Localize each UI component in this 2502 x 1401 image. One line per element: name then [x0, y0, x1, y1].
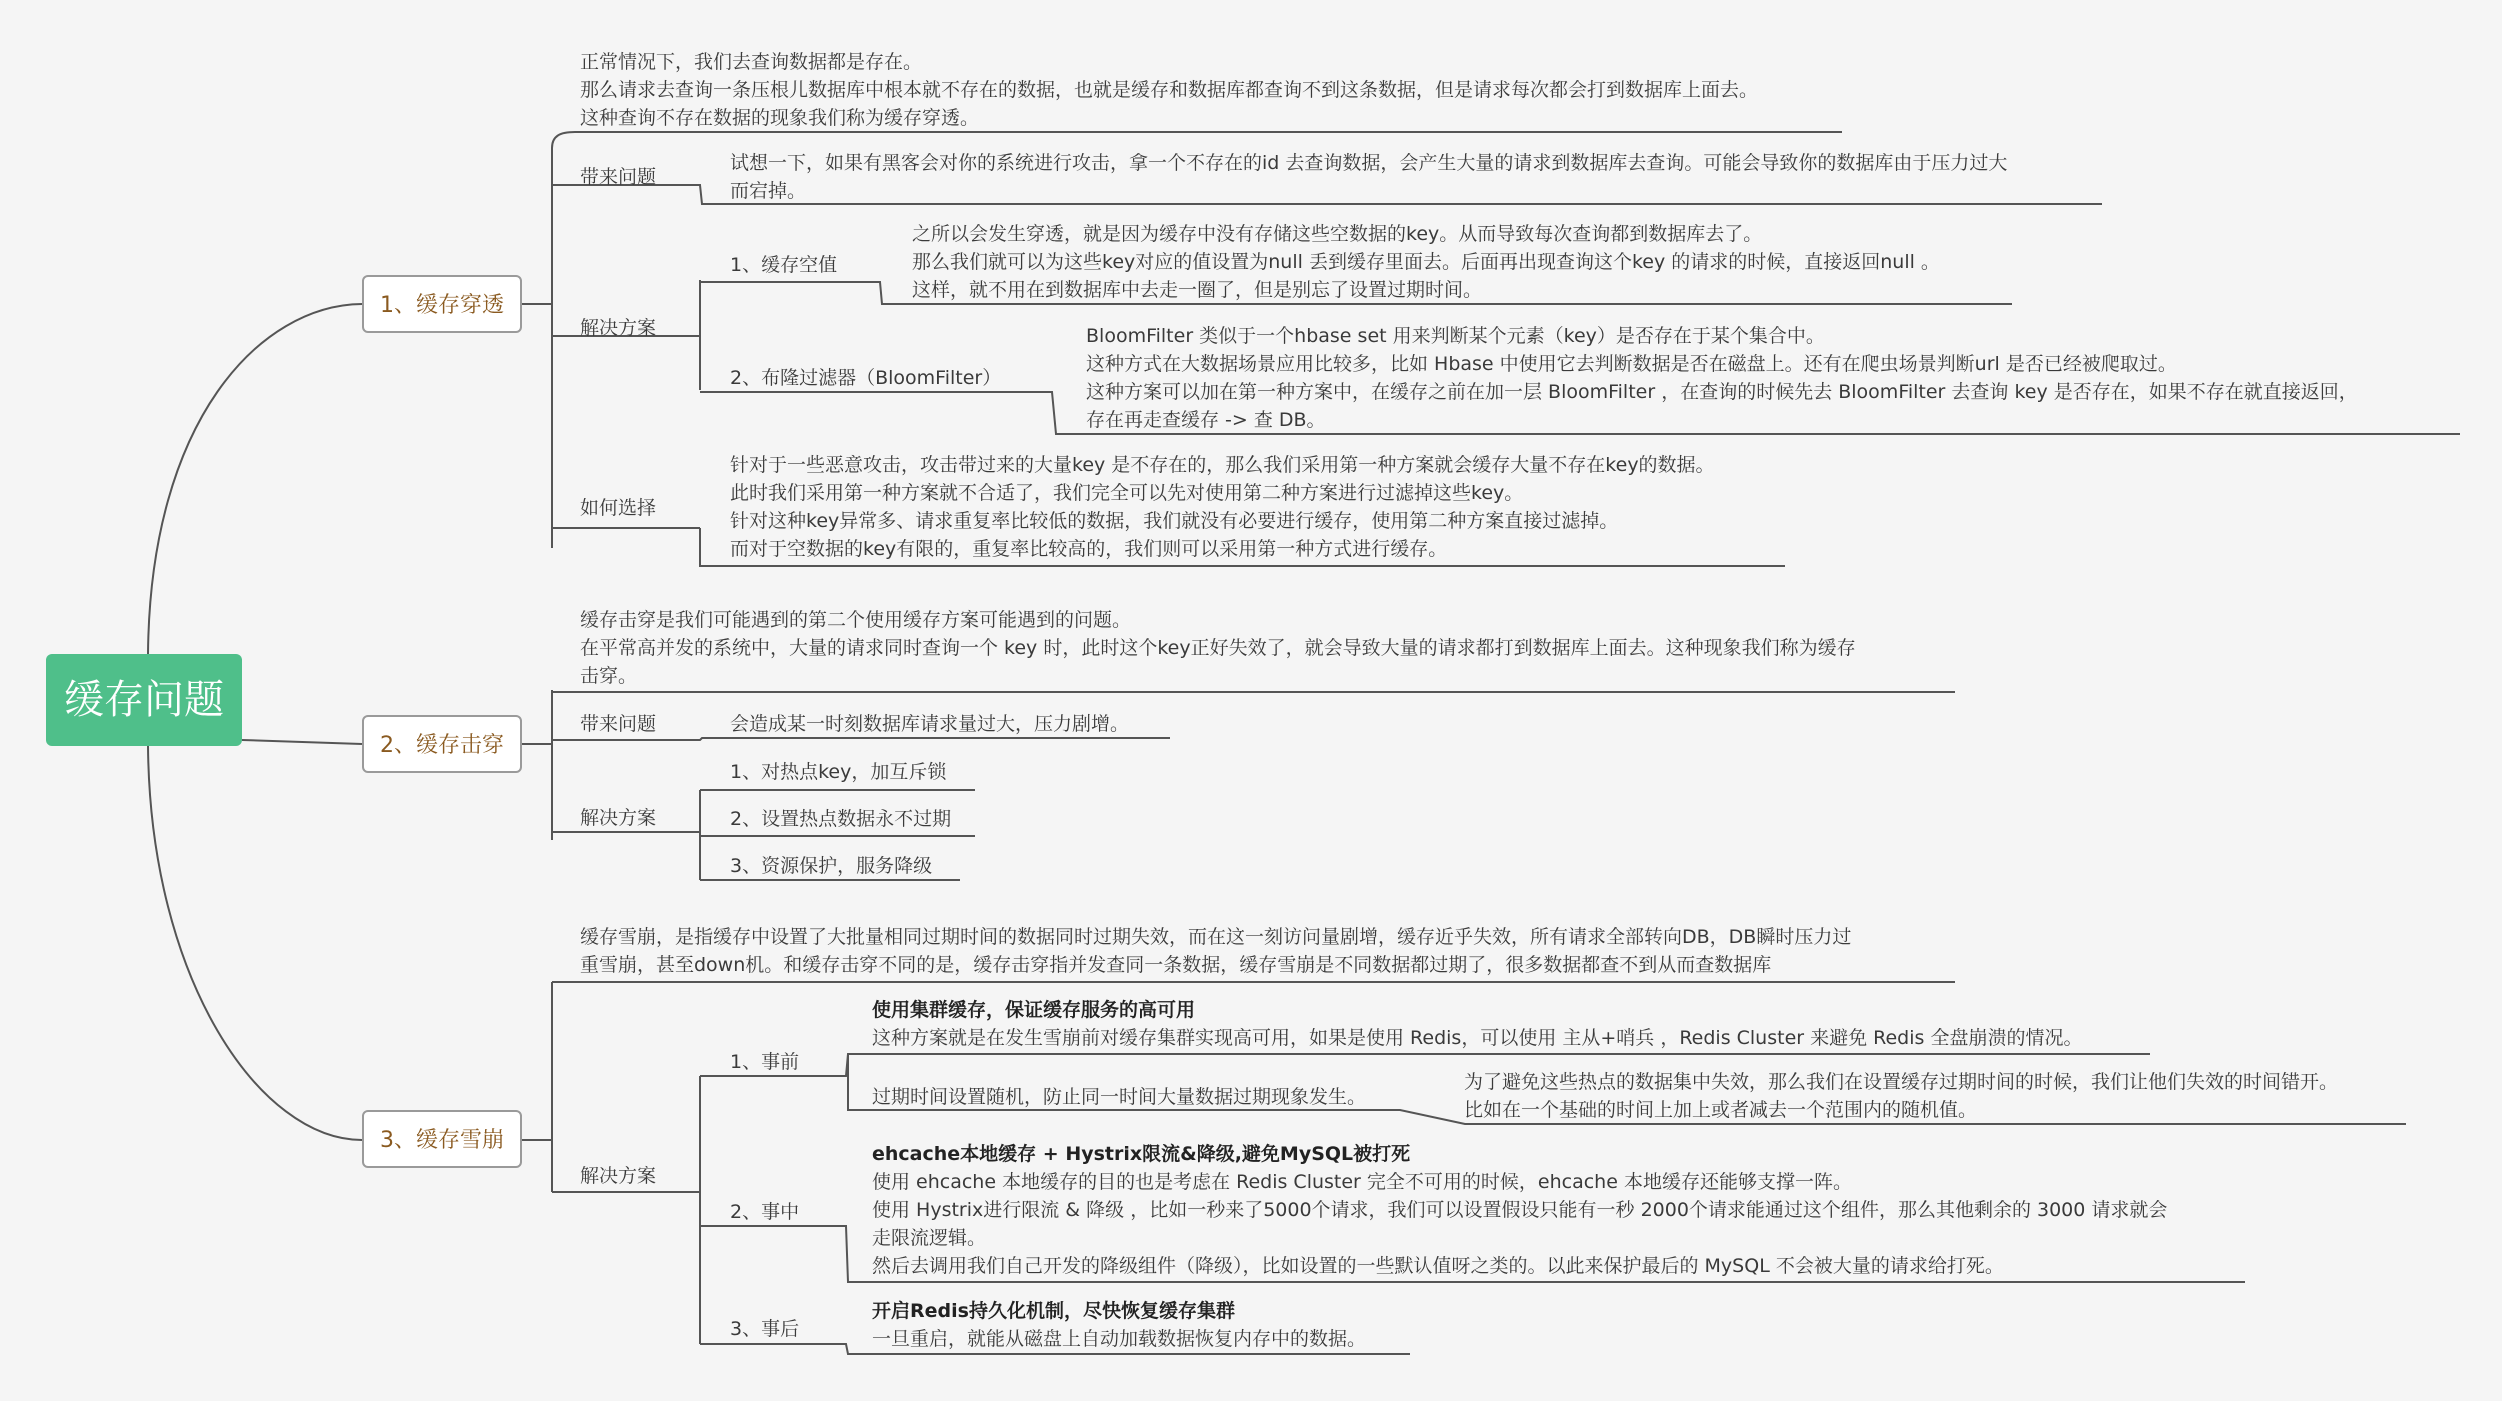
text-line: 这样，就不用在到数据库中去走一圈了，但是别忘了设置过期时间。 — [912, 279, 1483, 301]
text-line: 那么我们就可以为这些key对应的值设置为null 丢到缓存里面去。后面再出现查询这个key 的请求的时候，直接返回null 。 — [912, 251, 1940, 273]
summary-line: 击穿。 — [580, 665, 638, 687]
root-node[interactable]: 缓存问题 — [46, 654, 242, 746]
penetration-summary — [580, 48, 1758, 132]
breakdown-solution-label[interactable]: 解决方案 — [580, 807, 657, 829]
breakdown-solution-item[interactable]: 1、对热点key，加互斥锁 — [730, 761, 947, 783]
text-line: 此时我们采用第一种方案就不合适了，我们完全可以先对使用第二种方案进行过滤掉这些key。 — [730, 482, 1524, 504]
avalanche-random-detail — [1464, 1068, 2338, 1124]
avalanche-solution-label[interactable]: 解决方案 — [580, 1165, 657, 1187]
avalanche-random-expire[interactable]: 过期时间设置随机，防止同一时间大量数据过期现象发生。 — [872, 1086, 1367, 1108]
after-title: 开启Redis持久化机制，尽快恢复缓存集群 — [872, 1300, 1235, 1322]
text-line: 而宕掉。 — [730, 180, 807, 202]
breakdown-problem-text: 会造成某一时刻数据库请求量过大，压力剧增。 — [730, 713, 1130, 735]
breakdown-solution-item[interactable]: 3、资源保护，服务降级 — [730, 855, 933, 877]
summary-line: 重雪崩，甚至down机。和缓存击穿不同的是，缓存击穿指并发查同一条数据，缓存雪崩是不同数据都过期了，很多数据都查不到从而查数据库 — [580, 954, 1772, 976]
summary-line: 那么请求去查询一条压根儿数据库中根本就不存在的数据，也就是缓存和数据库都查询不到这条数据，但是请求每次都会打到数据库上面去。 — [580, 79, 1759, 101]
text-line: 而对于空数据的key有限的，重复率比较高的，我们则可以采用第一种方式进行缓存。 — [730, 538, 1448, 560]
text-line: BloomFilter 类似于一个hbase set 用来判断某个元素（key）是否存在于某个集合中。 — [1086, 325, 1825, 347]
solution-null-cache-text — [912, 220, 1940, 304]
text-line: 之所以会发生穿透，就是因为缓存中没有存储这些空数据的key。从而导致每次查询都到数据库去了。 — [912, 223, 1763, 245]
text-line: 使用 ehcache 本地缓存的目的也是考虑在 Redis Cluster 完全不可用的时候，ehcache 本地缓存还能够支撑一阵。 — [872, 1171, 1852, 1193]
summary-line: 正常情况下，我们去查询数据都是存在。 — [580, 51, 923, 73]
text-line: 为了避免这些热点的数据集中失效，那么我们在设置缓存过期时间的时候，我们让他们失效的时间错开。 — [1464, 1071, 2339, 1093]
topic-cache-avalanche[interactable]: 3、缓存雪崩 — [362, 1110, 522, 1168]
avalanche-before-block — [872, 996, 2082, 1052]
text-line: 存在再走查缓存 -> 查 DB。 — [1086, 409, 1326, 431]
text-line: 针对这种key异常多、请求重复率比较低的数据，我们就没有必要进行缓存，使用第二种方案直接过滤掉。 — [730, 510, 1619, 532]
avalanche-after-block — [872, 1297, 1366, 1353]
penetration-solution-label[interactable]: 解决方案 — [580, 317, 657, 339]
topic-cache-breakdown[interactable]: 2、缓存击穿 — [362, 715, 522, 773]
avalanche-before-label[interactable]: 1、事前 — [730, 1051, 800, 1073]
avalanche-during-block — [872, 1140, 2167, 1280]
after-text: 一旦重启，就能从磁盘上自动加载数据恢复内存中的数据。 — [872, 1328, 1367, 1350]
text-line: 使用 Hystrix进行限流 & 降级 ，比如一秒来了5000个请求，我们可以设置假设只能有一秒 2000个请求能通过这个组件，那么其他剩余的 3000 请求就会 — [872, 1199, 2168, 1221]
solution-bloomfilter-label[interactable]: 2、布隆过滤器（BloomFilter） — [730, 367, 1002, 389]
text-line: 走限流逻辑。 — [872, 1227, 987, 1249]
during-title: ehcache本地缓存 + Hystrix限流&降级,避免MySQL被打死 — [872, 1143, 1411, 1165]
penetration-choose-label[interactable]: 如何选择 — [580, 497, 657, 519]
avalanche-after-label[interactable]: 3、事后 — [730, 1318, 800, 1340]
before-text: 这种方案就是在发生雪崩前对缓存集群实现高可用，如果是使用 Redis，可以使用 主从+哨兵 ，Redis Cluster 来避免 Redis 全盘崩溃的情况。 — [872, 1027, 2083, 1049]
penetration-choose-text — [730, 451, 1715, 563]
penetration-problem-label[interactable]: 带来问题 — [580, 166, 657, 188]
topic-cache-penetration[interactable]: 1、缓存穿透 — [362, 275, 522, 333]
summary-line: 缓存击穿是我们可能遇到的第二个使用缓存方案可能遇到的问题。 — [580, 609, 1132, 631]
summary-line: 缓存雪崩，是指缓存中设置了大批量相同过期时间的数据同时过期失效，而在这一刻访问量剧增，缓存近乎失效，所有请求全部转向DB，DB瞬时压力过 — [580, 926, 1852, 948]
before-title: 使用集群缓存，保证缓存服务的高可用 — [872, 999, 1196, 1021]
solution-bloomfilter-text — [1086, 322, 2358, 434]
text-line: 针对于一些恶意攻击，攻击带过来的大量key 是不存在的，那么我们采用第一种方案就会缓存大量不存在key的数据。 — [730, 454, 1715, 476]
text-line: 这种方式在大数据场景应用比较多，比如 Hbase 中使用它去判断数据是否在磁盘上。还有在爬虫场景判断url 是否已经被爬取过。 — [1086, 353, 2177, 375]
breakdown-solution-item[interactable]: 2、设置热点数据永不过期 — [730, 808, 952, 830]
avalanche-summary — [580, 923, 1851, 979]
solution-null-cache-label[interactable]: 1、缓存空值 — [730, 254, 838, 276]
breakdown-problem-label[interactable]: 带来问题 — [580, 713, 657, 735]
penetration-problem-text — [730, 149, 2007, 205]
text-line: 试想一下，如果有黑客会对你的系统进行攻击，拿一个不存在的id 去查询数据，会产生大量的请求到数据库去查询。可能会导致你的数据库由于压力过大 — [730, 152, 2008, 174]
summary-line: 这种查询不存在数据的现象我们称为缓存穿透。 — [580, 107, 980, 129]
breakdown-summary — [580, 606, 1856, 690]
text-line: 比如在一个基础的时间上加上或者减去一个范围内的随机值。 — [1464, 1099, 1978, 1121]
text-line: 这种方案可以加在第一种方案中，在缓存之前在加一层 BloomFilter ，在查询的时候先去 BloomFilter 去查询 key 是否存在，如果不存在就直接返回， — [1086, 381, 2358, 403]
avalanche-during-label[interactable]: 2、事中 — [730, 1201, 800, 1223]
text-line: 然后去调用我们自己开发的降级组件（降级），比如设置的一些默认值呀之类的。以此来保护最后的 MySQL 不会被大量的请求给打死。 — [872, 1255, 2004, 1277]
summary-line: 在平常高并发的系统中，大量的请求同时查询一个 key 时，此时这个key正好失效了，就会导致大量的请求都打到数据库上面去。这种现象我们称为缓存 — [580, 637, 1856, 659]
